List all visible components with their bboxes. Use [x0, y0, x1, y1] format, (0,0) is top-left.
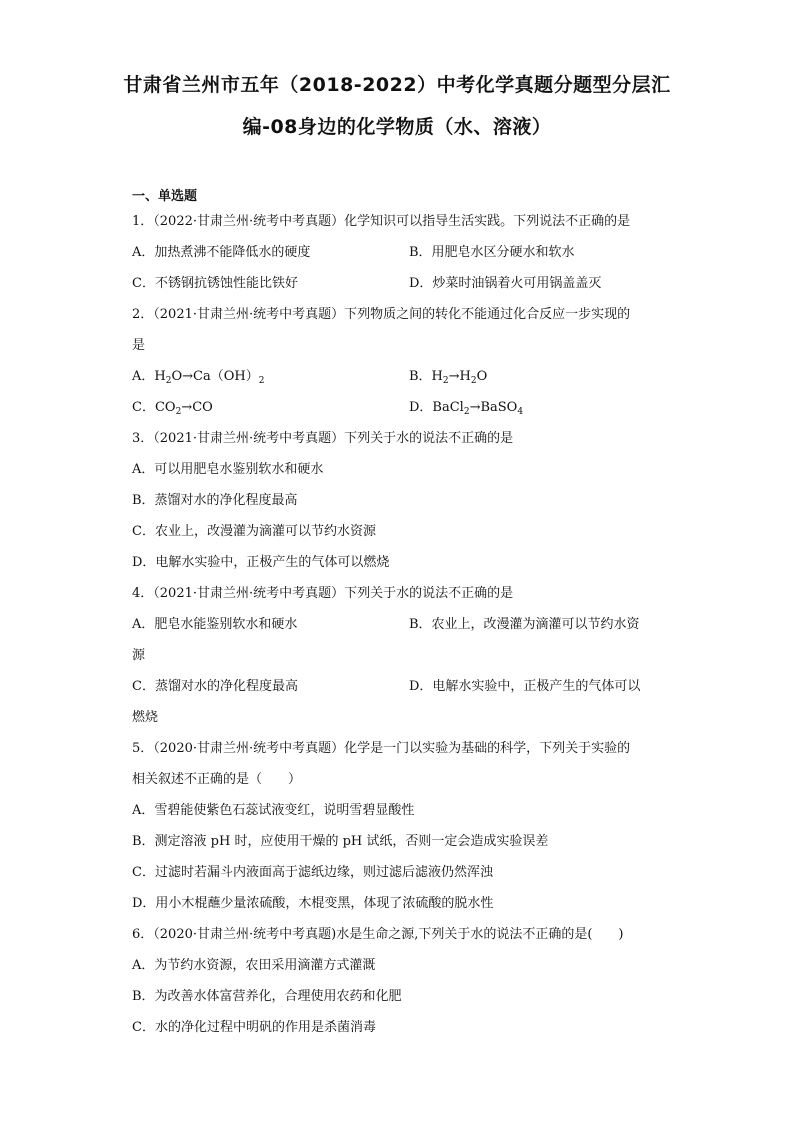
formula-subscript: 2 — [470, 376, 477, 386]
question-2-stem-line-1: 2．（2021·甘肃兰州·统考中考真题）下列物质之间的转化不能通过化合反应一步实现的 — [132, 307, 631, 322]
question-1-option-b: B．用肥皂水区分硬水和软水 — [409, 245, 575, 260]
formula-subscript: 4 — [517, 407, 524, 417]
question-1-option-a: A．加热煮沸不能降低水的硬度 — [132, 245, 311, 260]
question-6-option-a: A．为节约水资源，农田采用滴灌方式灌溉 — [132, 958, 376, 973]
question-5-stem-line-2: 相关叙述不正确的是（ ） — [132, 772, 302, 787]
question-1-stem: 1．（2022·甘肃兰州·统考中考真题）化学知识可以指导生活实践。下列说法不正确的是 — [132, 214, 631, 229]
question-2-option-a — [132, 367, 264, 387]
question-3-stem: 3．（2021·甘肃兰州·统考中考真题）下列关于水的说法不正确的是 — [132, 431, 514, 446]
question-2-option-b — [409, 367, 487, 387]
formula-subscript: 2 — [442, 376, 449, 386]
question-5-option-b: B．测定溶液 pH 时，应使用干燥的 pH 试纸，否则一定会造成实验误差 — [132, 834, 549, 849]
question-4-stem: 4．（2021·甘肃兰州·统考中考真题）下列关于水的说法不正确的是 — [132, 586, 514, 601]
formula-text: →CO — [181, 400, 213, 415]
formula-subscript: 2 — [463, 407, 470, 417]
formula-text: A．H — [132, 369, 166, 384]
question-4-option-c: C．蒸馏对水的净化程度最高 — [132, 679, 298, 694]
formula-subscript: 2 — [175, 407, 182, 417]
question-4-option-b-line-2: 源 — [132, 648, 146, 663]
question-5-stem-line-1: 5．（2020·甘肃兰州·统考中考真题）化学是一门以实验为基础的科学，下列关于实验的 — [132, 741, 631, 756]
formula-text: D．BaCl — [409, 400, 464, 415]
question-4-option-d-line-2: 燃烧 — [132, 710, 159, 725]
formula-text: O→Ca（OH） — [171, 369, 259, 384]
formula-text: →BaSO — [469, 400, 518, 415]
question-6-option-b: B．为改善水体富营养化，合理使用农药和化肥 — [132, 989, 402, 1004]
document-title-line-2: 编-08身边的化学物质（水、溶液） — [242, 116, 552, 138]
question-2-stem-line-2: 是 — [132, 338, 146, 353]
question-6-option-c: C．水的净化过程中明矾的作用是杀菌消毒 — [132, 1020, 376, 1035]
question-3-option-b: B．蒸馏对水的净化程度最高 — [132, 493, 298, 508]
question-3-option-d: D．电解水实验中，正极产生的气体可以燃烧 — [132, 555, 390, 570]
question-6-stem: 6．（2020·甘肃兰州·统考中考真题)水是生命之源,下列关于水的说法不正确的是( ) — [132, 927, 624, 942]
question-2-option-d — [409, 398, 523, 418]
formula-subscript: 2 — [258, 376, 265, 386]
formula-subscript: 2 — [165, 376, 172, 386]
question-3-option-a: A．可以用肥皂水鉴别软水和硬水 — [132, 462, 324, 477]
question-4-option-b-line-1: B．农业上，改漫灌为滴灌可以节约水资 — [409, 617, 640, 632]
document-title-line-1: 甘肃省兰州市五年（2018-2022）中考化学真题分题型分层汇 — [123, 74, 671, 96]
question-5-option-c: C．过滤时若漏斗内液面高于滤纸边缘，则过滤后滤液仍然浑浊 — [132, 865, 493, 880]
formula-text: B．H — [409, 369, 443, 384]
formula-text: →H — [448, 369, 471, 384]
question-4-option-a: A．肥皂水能鉴别软水和硬水 — [132, 617, 298, 632]
question-5-option-a: A．雪碧能使紫色石蕊试液变红，说明雪碧显酸性 — [132, 803, 415, 818]
question-1-option-d: D．炒菜时油锅着火可用锅盖盖灭 — [409, 276, 602, 291]
formula-text: O — [476, 369, 488, 384]
formula-text: C．CO — [132, 400, 176, 415]
question-5-option-d: D．用小木棍蘸少量浓硫酸，木棍变黑，体现了浓硫酸的脱水性 — [132, 896, 494, 911]
question-4-option-d-line-1: D．电解水实验中，正极产生的气体可以 — [409, 679, 641, 694]
section-heading: 一、单选题 — [132, 189, 198, 204]
question-2-option-c — [132, 398, 213, 418]
question-3-option-c: C．农业上，改漫灌为滴灌可以节约水资源 — [132, 524, 376, 539]
question-1-option-c: C．不锈钢抗锈蚀性能比铁好 — [132, 276, 298, 291]
